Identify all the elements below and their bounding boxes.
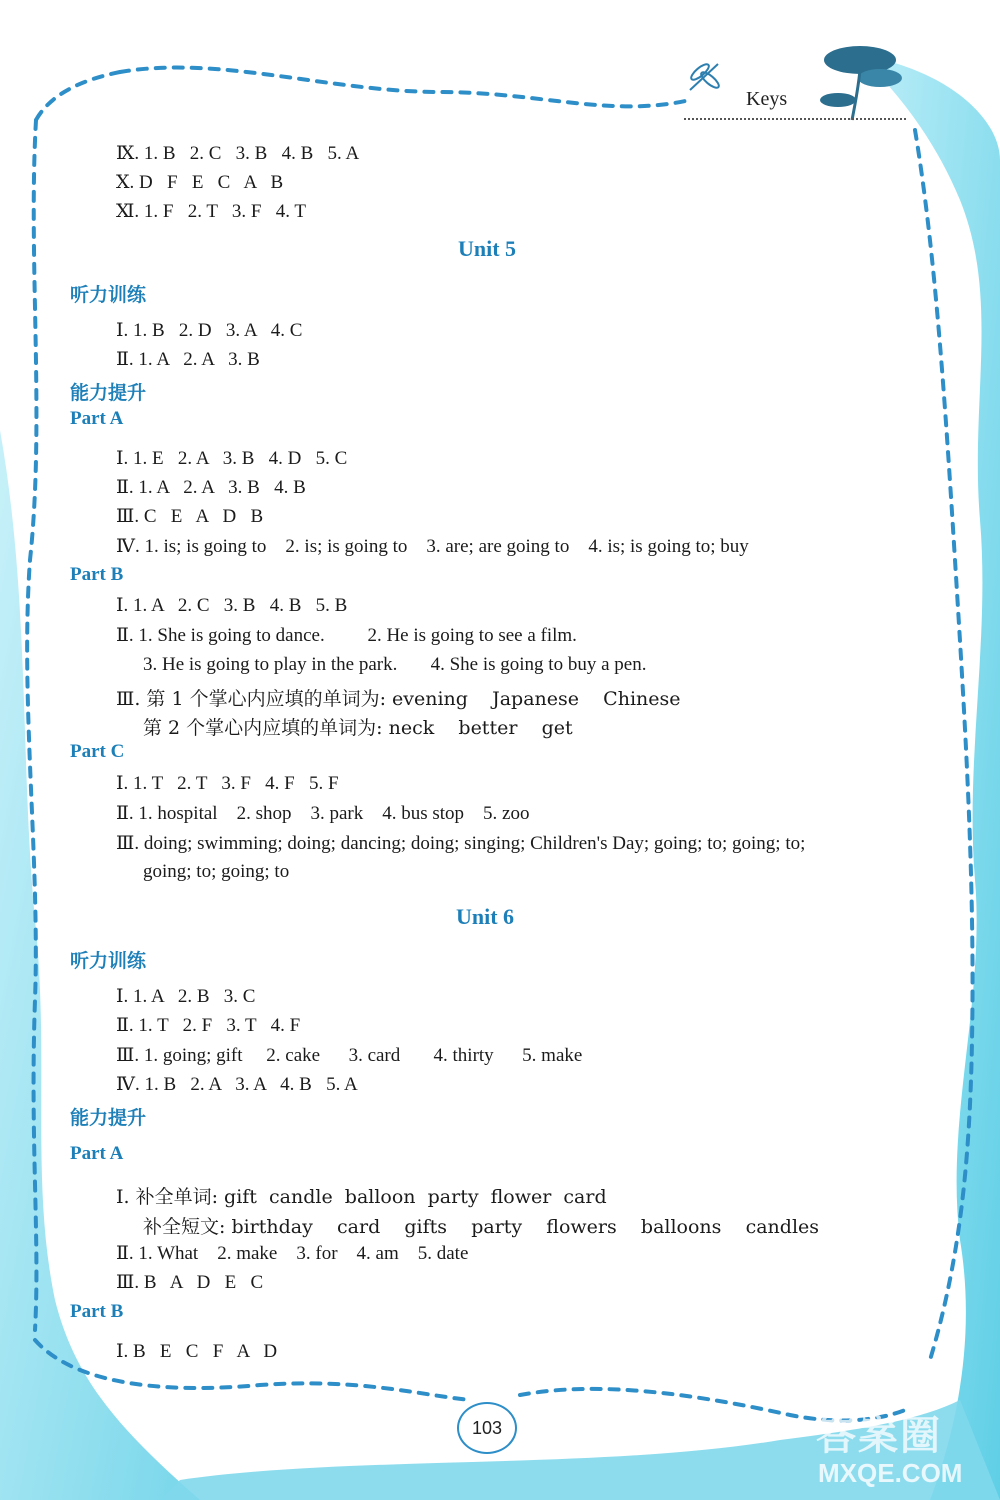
answer-line: Ⅺ. 1. F 2. T 3. F 4. T — [116, 201, 306, 222]
watermark-url: MXQE.COM — [818, 1458, 963, 1488]
unit-6-part-b-label: Part B — [70, 1301, 124, 1322]
answer-line: Ⅲ. C E A D B — [116, 506, 264, 527]
answer-line: Ⅳ. 1. B 2. A 3. A 4. B 5. A — [116, 1074, 358, 1095]
header-rule — [684, 118, 906, 120]
answer-line: 3. He is going to play in the park. 4. She is going to buy a pen. — [143, 654, 647, 675]
answer-line: Ⅱ. 1. hospital 2. shop 3. park 4. bus stop 5. zoo — [116, 803, 530, 824]
answer-line: Ⅲ. 第 1 个掌心内应填的单词为: evening Japanese Chinese — [116, 688, 681, 710]
answer-line: Ⅰ. 1. B 2. D 3. A 4. C — [116, 320, 303, 341]
answer-line: Ⅸ. 1. B 2. C 3. B 4. B 5. A — [116, 143, 360, 164]
answer-line: Ⅰ. 1. T 2. T 3. F 4. F 5. F — [116, 773, 339, 794]
answer-line: Ⅱ. 1. She is going to dance. 2. He is going to see a film. — [116, 625, 577, 646]
answer-line: Ⅲ. B A D E C — [116, 1272, 264, 1293]
unit-5-part-c-label: Part C — [70, 741, 125, 762]
lotus-leaf-icon — [820, 46, 902, 120]
page-number: 103 — [457, 1402, 517, 1454]
unit-5-part-a-label: Part A — [70, 408, 124, 429]
answer-line: Ⅳ. 1. is; is going to 2. is; is going to 3. are; are going to 4. is; is going to; buy — [116, 536, 749, 557]
watermark-logo: 答案圈 — [816, 1413, 942, 1459]
unit-6-part-a-label: Part A — [70, 1143, 124, 1164]
unit-6-listening-label: 听力训练 — [70, 950, 147, 972]
answer-line: Ⅱ. 1. T 2. F 3. T 4. F — [116, 1015, 301, 1036]
unit-6-ability-label: 能力提升 — [70, 1107, 147, 1129]
unit-6-title: Unit 6 — [456, 904, 515, 929]
answer-line: Ⅲ. doing; swimming; doing; dancing; doing; singing; Children's Day; going; to; going; to; — [116, 833, 806, 854]
answer-line: Ⅱ. 1. What 2. make 3. for 4. am 5. date — [116, 1243, 469, 1264]
answer-line: Ⅱ. 1. A 2. A 3. B — [116, 349, 260, 370]
answer-line: Ⅹ. D F E C A B — [116, 172, 284, 193]
answer-line: Ⅱ. 1. A 2. A 3. B 4. B — [116, 477, 306, 498]
unit-5-part-b-label: Part B — [70, 564, 124, 585]
dragonfly-icon — [689, 62, 721, 90]
answer-line: Ⅰ. 补全单词: gift candle balloon party flower card — [116, 1186, 607, 1208]
answer-line: Ⅰ. 1. A 2. B 3. C — [116, 986, 256, 1007]
unit-5-listening-label: 听力训练 — [70, 284, 147, 306]
unit-5-ability-label: 能力提升 — [70, 382, 147, 404]
answer-line: 补全短文: birthday card gifts party flowers balloons candles — [143, 1216, 820, 1238]
answer-line: Ⅰ. B E C F A D — [116, 1341, 278, 1362]
answer-line: 第 2 个掌心内应填的单词为: neck better get — [143, 717, 573, 739]
right-wave-decoration — [860, 55, 1000, 1500]
unit-5-title: Unit 5 — [458, 236, 517, 261]
answer-line: Ⅰ. 1. A 2. C 3. B 4. B 5. B — [116, 595, 348, 616]
answer-line: Ⅰ. 1. E 2. A 3. B 4. D 5. C — [116, 448, 348, 469]
answer-line: Ⅲ. 1. going; gift 2. cake 3. card 4. thirty 5. make — [116, 1045, 583, 1066]
header-title: Keys — [746, 88, 788, 110]
answer-line: going; to; going; to — [143, 861, 290, 882]
